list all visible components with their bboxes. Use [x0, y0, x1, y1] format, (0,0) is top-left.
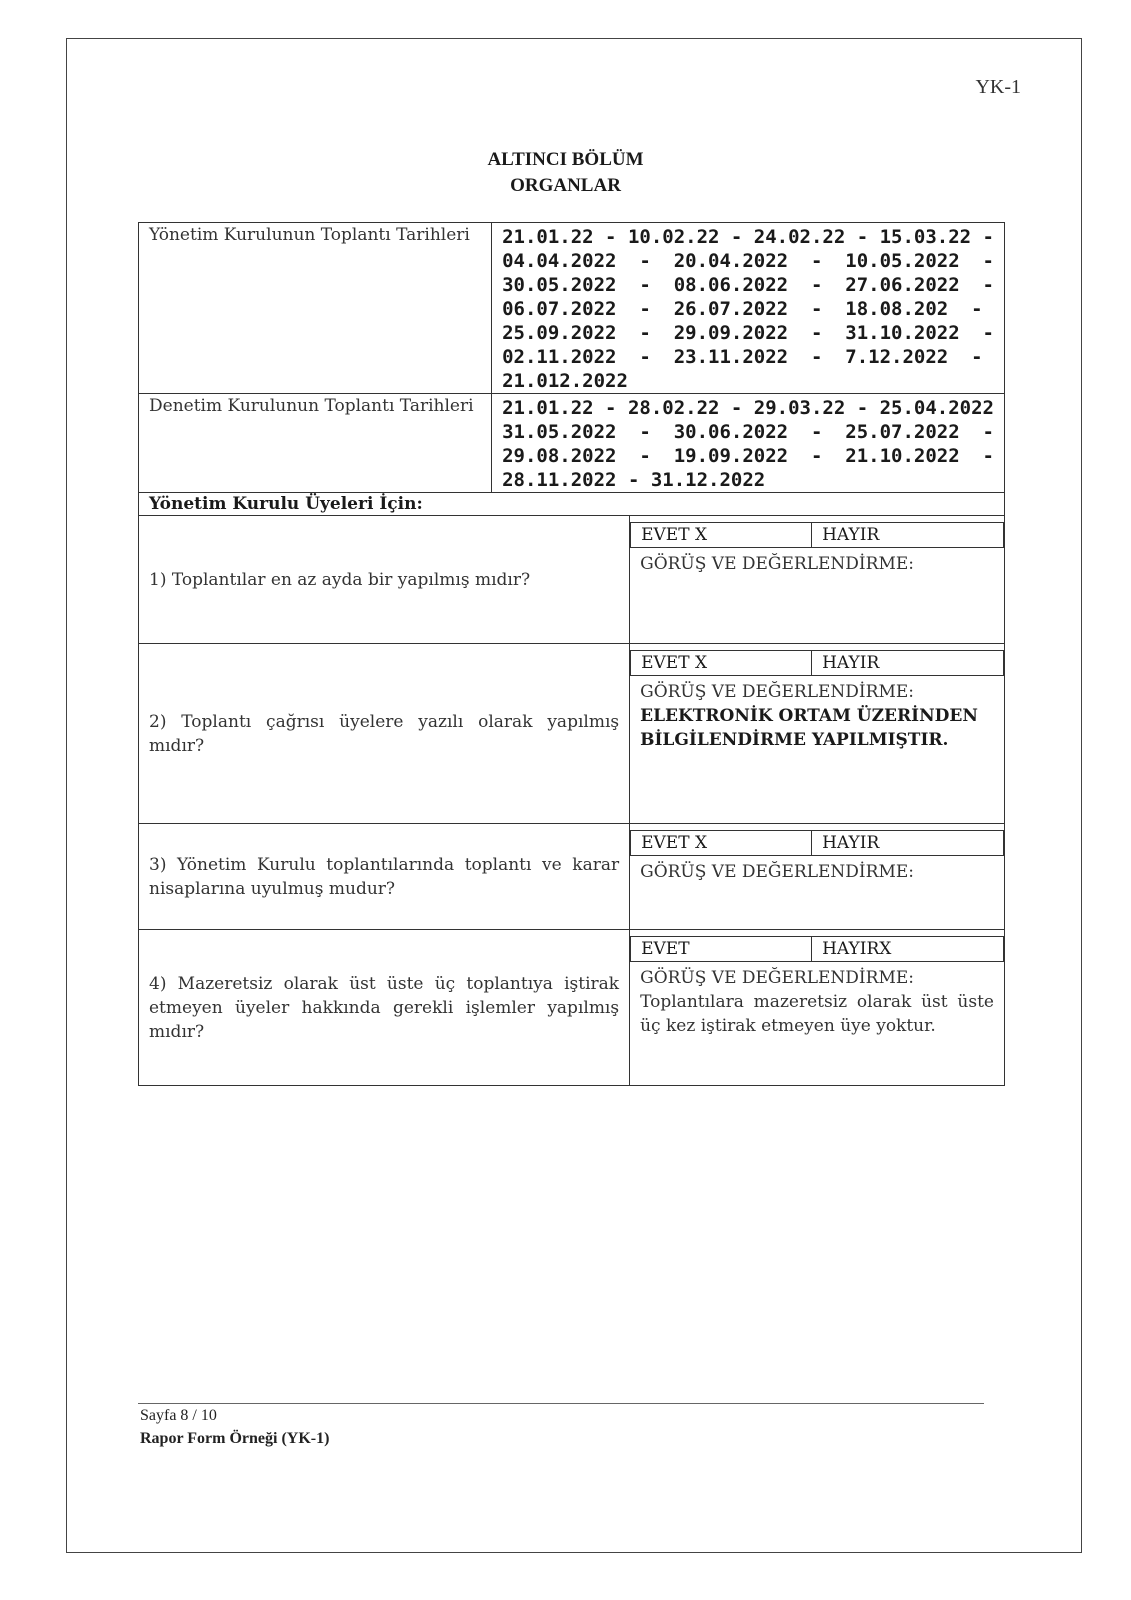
yes-option[interactable]: EVET X — [631, 523, 812, 548]
yes-option[interactable]: EVET X — [631, 651, 812, 676]
audit-meetings-label: Denetim Kurulunun Toplantı Tarihleri — [139, 394, 492, 493]
question-text: 1) Toplantılar en az ayda bir yapılmış mıdır? — [139, 516, 630, 644]
board-meetings-label: Yönetim Kurulunun Toplantı Tarihleri — [139, 223, 492, 394]
question-row — [139, 930, 1005, 1086]
question-text: 4) Mazeretsiz olarak üst üste üç toplantıya iştirak etmeyen üyeler hakkında gerekli işlemler yapılmış mıdır? — [139, 930, 630, 1086]
board-meeting-dates — [492, 223, 1005, 394]
date-line: 30.05.2022 - 08.06.2022 - 27.06.2022 - — [502, 274, 994, 296]
question-text: 3) Yönetim Kurulu toplantılarında toplantı ve karar nisaplarına uyulmuş mudur? — [139, 824, 630, 930]
evaluation-block — [630, 962, 1004, 1042]
date-line: 02.11.2022 - 23.11.2022 - 7.12.2022 - — [502, 346, 983, 368]
date-line: 21.01.22 - 28.02.22 - 29.03.22 - 25.04.2022 — [502, 397, 994, 419]
no-option[interactable]: HAYIRX — [812, 937, 1004, 962]
date-line: 25.09.2022 - 29.09.2022 - 31.10.2022 - — [502, 322, 994, 344]
yes-no-table — [630, 936, 1004, 962]
date-line: 06.07.2022 - 26.07.2022 - 18.08.202 - — [502, 298, 983, 320]
date-line: 04.04.2022 - 20.04.2022 - 10.05.2022 - — [502, 250, 994, 272]
question-row — [139, 644, 1005, 824]
no-option[interactable]: HAYIR — [812, 523, 1004, 548]
question-row — [139, 824, 1005, 930]
evaluation-block — [630, 676, 1004, 756]
answer-cell — [630, 516, 1005, 644]
date-line: 21.012.2022 — [502, 370, 628, 392]
date-line: 29.08.2022 - 19.09.2022 - 21.10.2022 - — [502, 445, 994, 467]
section-header-row — [139, 493, 1005, 516]
section-title: ALTINCI BÖLÜM — [487, 149, 644, 170]
page-number: Sayfa 8 / 10 — [140, 1407, 217, 1424]
evaluation-label: GÖRÜŞ VE DEĞERLENDİRME: — [640, 968, 914, 988]
yes-no-table — [630, 830, 1004, 856]
evaluation-label: GÖRÜŞ VE DEĞERLENDİRME: — [640, 862, 914, 882]
no-option[interactable]: HAYIR — [812, 831, 1004, 856]
answer-cell — [630, 824, 1005, 930]
audit-meetings-row — [139, 394, 1005, 493]
form-name: Rapor Form Örneği (YK-1) — [140, 1430, 330, 1447]
evaluation-label: GÖRÜŞ VE DEĞERLENDİRME: — [640, 554, 914, 574]
board-members-heading: Yönetim Kurulu Üyeleri İçin: — [139, 493, 1005, 516]
answer-cell — [630, 644, 1005, 824]
date-line: 31.05.2022 - 30.06.2022 - 25.07.2022 - — [502, 421, 994, 443]
organs-table — [138, 222, 1005, 1086]
evaluation-text: Toplantılara mazeretsiz olarak üst üste üç kez iştirak etmeyen üye yoktur. — [640, 992, 994, 1036]
question-text: 2) Toplantı çağrısı üyelere yazılı olarak yapılmış mıdır? — [139, 644, 630, 824]
yes-no-table — [630, 522, 1004, 548]
audit-meeting-dates — [492, 394, 1005, 493]
yes-option[interactable]: EVET — [631, 937, 812, 962]
question-row — [139, 516, 1005, 644]
board-meetings-row — [139, 223, 1005, 394]
date-line: 21.01.22 - 10.02.22 - 24.02.22 - 15.03.22 - — [502, 226, 994, 248]
section-subtitle: ORGANLAR — [510, 175, 621, 196]
evaluation-text: ELEKTRONİK ORTAM ÜZERİNDEN BİLGİLENDİRME YAPILMIŞTIR. — [640, 706, 978, 750]
no-option[interactable]: HAYIR — [812, 651, 1004, 676]
yes-no-table — [630, 650, 1004, 676]
footer-divider — [138, 1403, 984, 1404]
evaluation-label: GÖRÜŞ VE DEĞERLENDİRME: — [640, 682, 914, 702]
answer-cell — [630, 930, 1005, 1086]
date-line: 28.11.2022 - 31.12.2022 — [502, 469, 766, 491]
document-code: YK-1 — [975, 76, 1021, 98]
yes-option[interactable]: EVET X — [631, 831, 812, 856]
